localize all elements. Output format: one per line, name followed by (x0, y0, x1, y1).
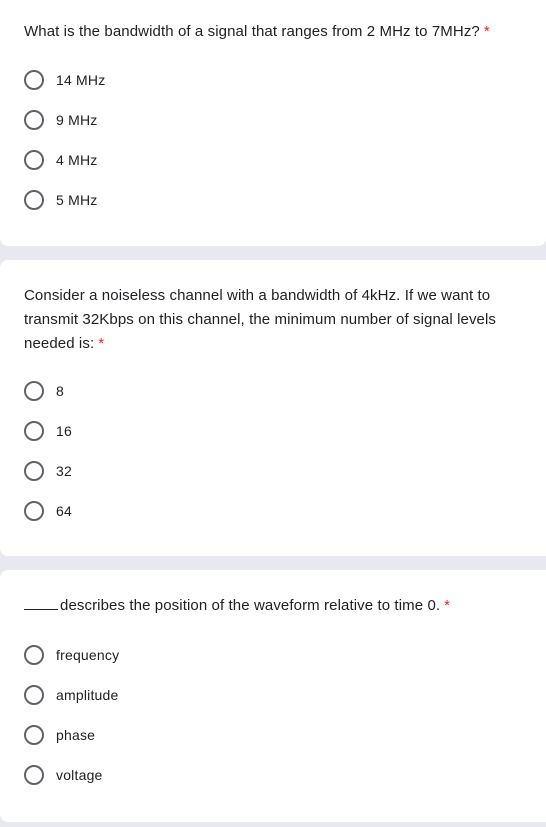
radio-option-32[interactable] (24, 459, 72, 483)
radio-button[interactable] (24, 150, 44, 170)
question-card-1 (0, 0, 546, 246)
radio-button[interactable] (24, 501, 44, 521)
radio-option-14mhz[interactable] (24, 68, 105, 92)
option-label: voltage (56, 767, 103, 783)
option-label: 9 MHz (56, 112, 98, 128)
option-label: 8 (56, 383, 64, 399)
question-card-2 (0, 260, 546, 556)
question-text: describes the position of the waveform relative to time 0. (60, 597, 441, 614)
radio-button[interactable] (24, 190, 44, 210)
radio-option-16[interactable] (24, 419, 72, 443)
radio-option-9mhz[interactable] (24, 108, 97, 132)
required-asterisk: * (483, 23, 490, 40)
radio-button[interactable] (24, 70, 44, 90)
radio-option-phase[interactable] (24, 723, 95, 747)
required-asterisk: * (444, 597, 451, 614)
required-asterisk: * (98, 335, 105, 352)
question-text: What is the bandwidth of a signal that ranges from 2 MHz to 7MHz? (24, 23, 480, 40)
option-label: 14 MHz (56, 72, 106, 88)
radio-option-8[interactable] (24, 379, 64, 403)
radio-option-64[interactable] (24, 499, 72, 523)
option-label: 64 (56, 503, 72, 519)
option-label: 5 MHz (56, 192, 98, 208)
radio-button[interactable] (24, 110, 44, 130)
radio-option-5mhz[interactable] (24, 188, 97, 212)
option-label: 32 (56, 463, 72, 479)
radio-button[interactable] (24, 725, 44, 745)
question-title (24, 284, 536, 356)
radio-button[interactable] (24, 421, 44, 441)
question-card-3 (0, 570, 546, 822)
radio-button[interactable] (24, 765, 44, 785)
radio-button[interactable] (24, 381, 44, 401)
fill-in-blank (24, 597, 58, 610)
question-text: Consider a noiseless channel with a bandwidth of 4kHz. If we want to transmit 32Kbps on this channel, the minimum number of signal levels needed is: (24, 287, 497, 352)
question-title (24, 20, 536, 44)
question-title (24, 594, 536, 618)
option-label: frequency (56, 647, 120, 663)
option-label: phase (56, 727, 96, 743)
radio-option-amplitude[interactable] (24, 683, 119, 707)
radio-button[interactable] (24, 645, 44, 665)
option-label: amplitude (56, 687, 119, 703)
radio-button[interactable] (24, 461, 44, 481)
radio-button[interactable] (24, 685, 44, 705)
radio-option-frequency[interactable] (24, 643, 119, 667)
radio-option-voltage[interactable] (24, 763, 103, 787)
option-label: 4 MHz (56, 152, 98, 168)
radio-option-4mhz[interactable] (24, 148, 97, 172)
option-label: 16 (56, 423, 72, 439)
